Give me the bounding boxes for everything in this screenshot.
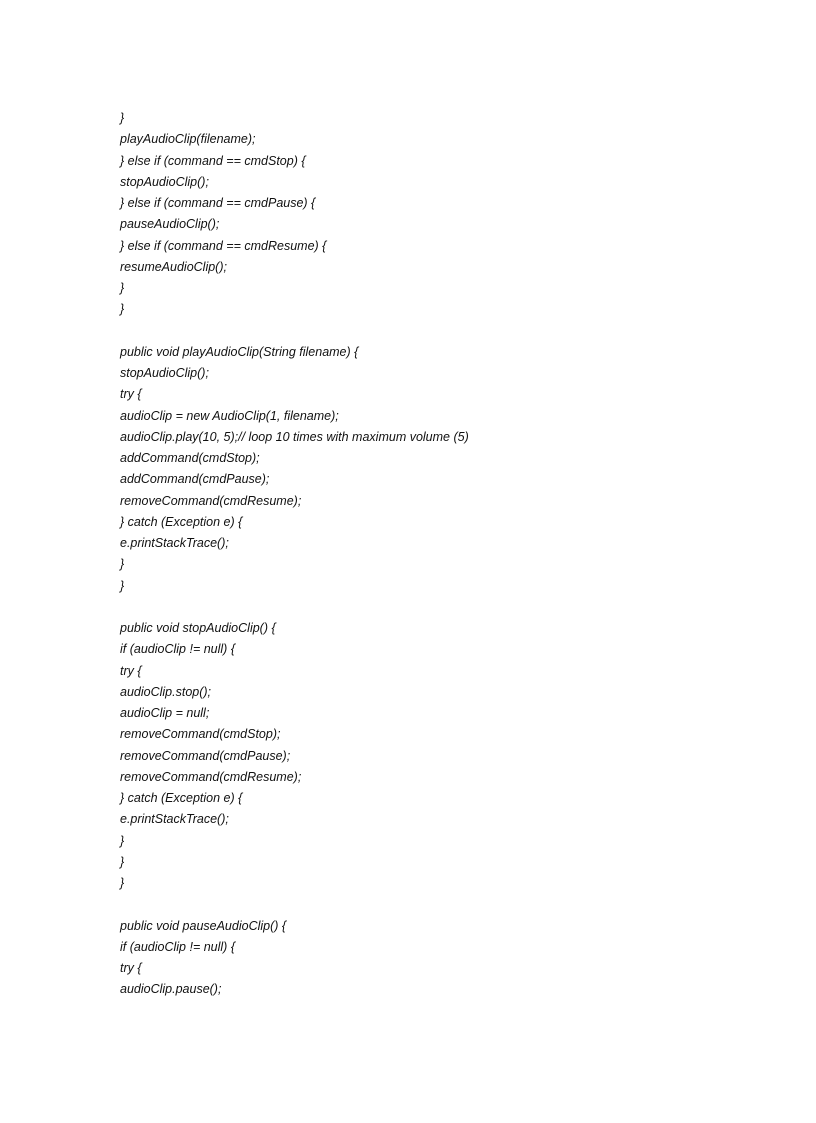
code-line: removeCommand(cmdResume); <box>120 493 302 508</box>
code-line: } <box>120 302 125 317</box>
code-line: e.printStackTrace(); <box>120 536 229 550</box>
code-line: } <box>120 281 125 295</box>
code-line: try { <box>120 663 142 678</box>
code-line: removeCommand(cmdPause); <box>120 748 291 763</box>
code-line: removeCommand(cmdResume); <box>120 769 302 784</box>
code-line: public void playAudioClip(String filename) { <box>120 344 359 359</box>
code-line: removeCommand(cmdStop); <box>120 727 281 742</box>
code-line: resumeAudioClip(); <box>120 259 227 274</box>
code-line: audioClip.pause(); <box>120 982 222 997</box>
code-line: audioClip = new AudioClip(1, filename); <box>120 408 339 423</box>
code-line: audioClip = null; <box>120 706 210 720</box>
code-line: } <box>120 833 125 848</box>
code-line: } else if (command == cmdPause) { <box>120 196 316 210</box>
code-line: if (audioClip != null) { <box>120 642 235 657</box>
code-line: stopAudioClip(); <box>120 174 209 189</box>
code-line: addCommand(cmdPause); <box>120 472 270 487</box>
code-block <box>120 108 469 1001</box>
code-line: } catch (Exception e) { <box>120 514 243 529</box>
code-line: } <box>120 578 125 593</box>
code-line: pauseAudioClip(); <box>120 217 220 232</box>
code-line: addCommand(cmdStop); <box>120 451 260 465</box>
code-line: public void stopAudioClip() { <box>120 621 276 635</box>
code-line <box>120 321 469 342</box>
code-line <box>120 597 469 618</box>
code-line: e.printStackTrace(); <box>120 812 229 827</box>
code-line: try { <box>120 961 142 975</box>
code-line: } catch (Exception e) { <box>120 791 243 805</box>
code-line: } <box>120 111 125 125</box>
code-line: audioClip.stop(); <box>120 684 212 699</box>
code-line: playAudioClip(filename); <box>120 132 256 147</box>
code-line <box>120 894 469 915</box>
code-line: } else if (command == cmdStop) { <box>120 153 306 168</box>
code-line: if (audioClip != null) { <box>120 939 235 954</box>
code-line: public void pauseAudioClip() { <box>120 918 287 933</box>
code-line: try { <box>120 387 142 402</box>
code-line: } <box>120 557 125 572</box>
code-line: audioClip.play(10, 5);// loop 10 times with maximum volume (5) <box>120 429 469 444</box>
code-line: } else if (command == cmdResume) { <box>120 238 327 253</box>
code-line: } <box>120 876 125 890</box>
code-line: } <box>120 854 125 869</box>
code-line: stopAudioClip(); <box>120 366 209 380</box>
